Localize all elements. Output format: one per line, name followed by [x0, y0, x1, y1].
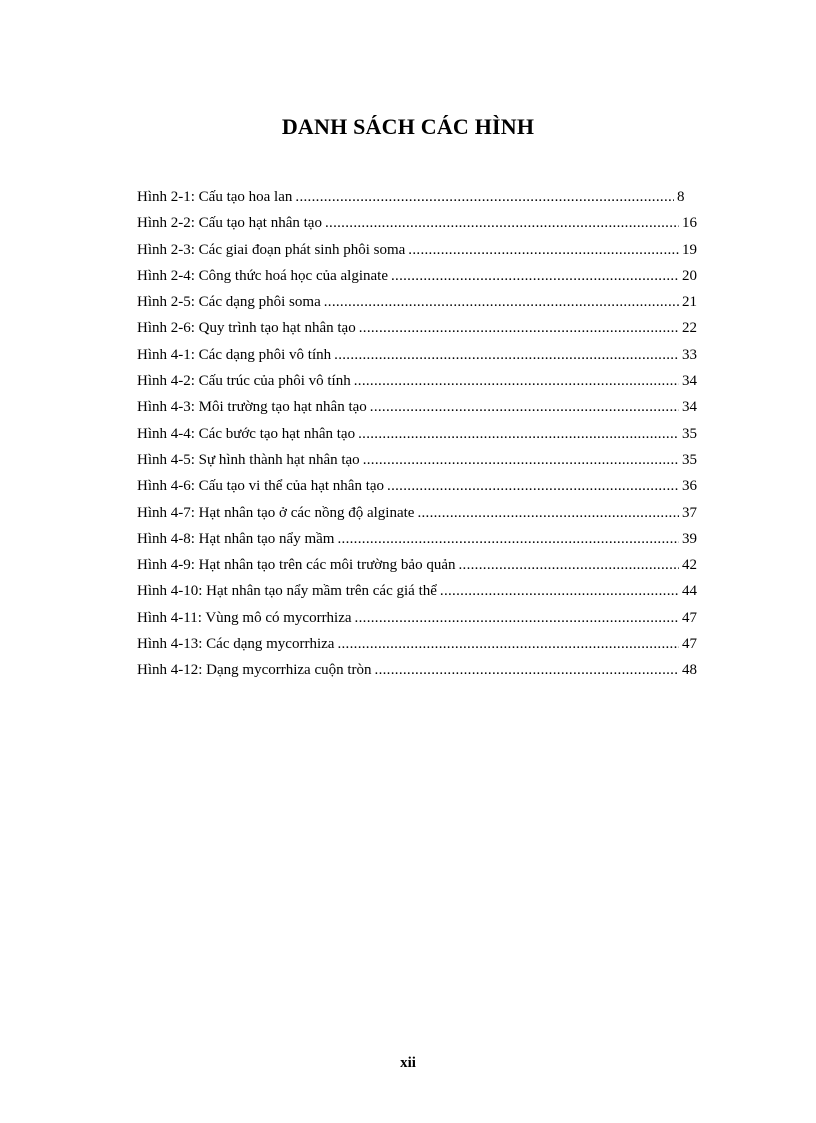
list-item — [137, 394, 697, 420]
figure-entry-page: 42 — [682, 557, 697, 574]
list-item — [137, 447, 697, 473]
dot-leader — [387, 473, 679, 499]
figure-entry-label: Hình 4-10: Hạt nhân tạo nẩy mầm trên các giá thể — [137, 583, 437, 600]
list-item — [137, 184, 697, 210]
list-item — [137, 342, 697, 368]
dot-leader — [370, 394, 679, 420]
figure-entry-label: Hình 2-4: Công thức hoá học của alginate — [137, 267, 388, 284]
figure-entry-page: 34 — [682, 399, 697, 416]
figure-entry-page: 39 — [682, 530, 697, 547]
list-item — [137, 500, 697, 526]
figure-entry-label: Hình 4-2: Cấu trúc của phôi vô tính — [137, 373, 351, 390]
figure-entry-page: 47 — [682, 609, 697, 626]
figure-entry-label: Hình 4-8: Hạt nhân tạo nẩy mầm — [137, 530, 335, 547]
figure-entry-page: 20 — [682, 267, 697, 284]
figure-entry-label: Hình 2-6: Quy trình tạo hạt nhân tạo — [137, 320, 356, 337]
dot-leader — [375, 657, 679, 683]
list-item — [137, 289, 697, 315]
dot-leader — [325, 210, 679, 236]
list-item — [137, 421, 697, 447]
dot-leader — [440, 578, 679, 604]
figure-entry-label: Hình 4-11: Vùng mô có mycorrhiza — [137, 609, 352, 626]
figure-entry-page: 33 — [682, 346, 697, 363]
dot-leader — [355, 605, 679, 631]
figure-entry-label: Hình 4-6: Cấu tạo vi thể của hạt nhân tạo — [137, 478, 385, 495]
figure-entry-page: 48 — [682, 662, 697, 679]
figure-entry-page: 16 — [682, 215, 697, 232]
dot-leader — [408, 237, 679, 263]
figure-entry-page: 34 — [682, 373, 697, 390]
figure-entry-page: 37 — [682, 504, 697, 521]
dot-leader — [324, 289, 679, 315]
dot-leader — [337, 631, 679, 657]
dot-leader — [417, 500, 679, 526]
figure-entry-label: Hình 4-7: Hạt nhân tạo ở các nồng độ alginate — [137, 504, 415, 521]
figure-entry-page: 47 — [682, 636, 697, 653]
figure-entry-page: 21 — [682, 294, 697, 311]
figure-entry-label: Hình 4-13: Các dạng mycorrhiza — [137, 636, 335, 653]
figure-entry-page: 35 — [682, 451, 697, 468]
dot-leader — [391, 263, 679, 289]
page-title: DANH SÁCH CÁC HÌNH — [281, 114, 535, 139]
figure-entry-label: Hình 4-4: Các bước tạo hạt nhân tạo — [137, 425, 356, 442]
figure-entry-page: 35 — [682, 425, 697, 442]
list-item — [137, 578, 697, 604]
list-item — [137, 552, 697, 578]
list-item — [137, 210, 697, 236]
figure-entry-page: 19 — [682, 241, 697, 258]
figure-entry-label: Hình 2-1: Cấu tạo hoa lan — [137, 189, 293, 205]
list-item — [137, 237, 697, 263]
figure-entry-page: 22 — [682, 320, 697, 337]
figure-list — [137, 184, 697, 684]
list-item — [137, 631, 697, 657]
figure-entry-label: Hình 2-5: Các dạng phôi soma — [137, 294, 321, 311]
dot-leader — [337, 526, 679, 552]
list-item — [137, 657, 697, 683]
figure-entry-label: Hình 2-2: Cấu tạo hạt nhân tạo — [137, 215, 322, 232]
list-item — [137, 368, 697, 394]
list-item — [137, 526, 697, 552]
dot-leader — [295, 184, 674, 210]
figure-entry-label: Hình 4-1: Các dạng phôi vô tính — [137, 346, 332, 363]
figure-entry-label: Hình 4-12: Dạng mycorrhiza cuộn tròn — [137, 662, 372, 679]
list-item — [137, 263, 697, 289]
dot-leader — [363, 447, 679, 473]
dot-leader — [359, 315, 679, 341]
page-number: xii — [400, 1055, 416, 1071]
dot-leader — [354, 368, 679, 394]
figure-entry-page: 8 — [677, 189, 685, 205]
figure-entry-page: 44 — [682, 583, 697, 600]
dot-leader — [458, 552, 679, 578]
figure-entry-label: Hình 4-5: Sự hình thành hạt nhân tạo — [137, 451, 360, 468]
list-item — [137, 315, 697, 341]
figure-entry-page: 36 — [682, 478, 697, 495]
figure-entry-label: Hình 2-3: Các giai đoạn phát sinh phôi soma — [137, 241, 406, 258]
list-item — [137, 473, 697, 499]
dot-leader — [334, 342, 679, 368]
figure-entry-label: Hình 4-3: Môi trường tạo hạt nhân tạo — [137, 399, 367, 416]
dot-leader — [358, 421, 679, 447]
figure-entry-label: Hình 4-9: Hạt nhân tạo trên các môi trường bảo quản — [137, 557, 456, 574]
list-item — [137, 605, 697, 631]
